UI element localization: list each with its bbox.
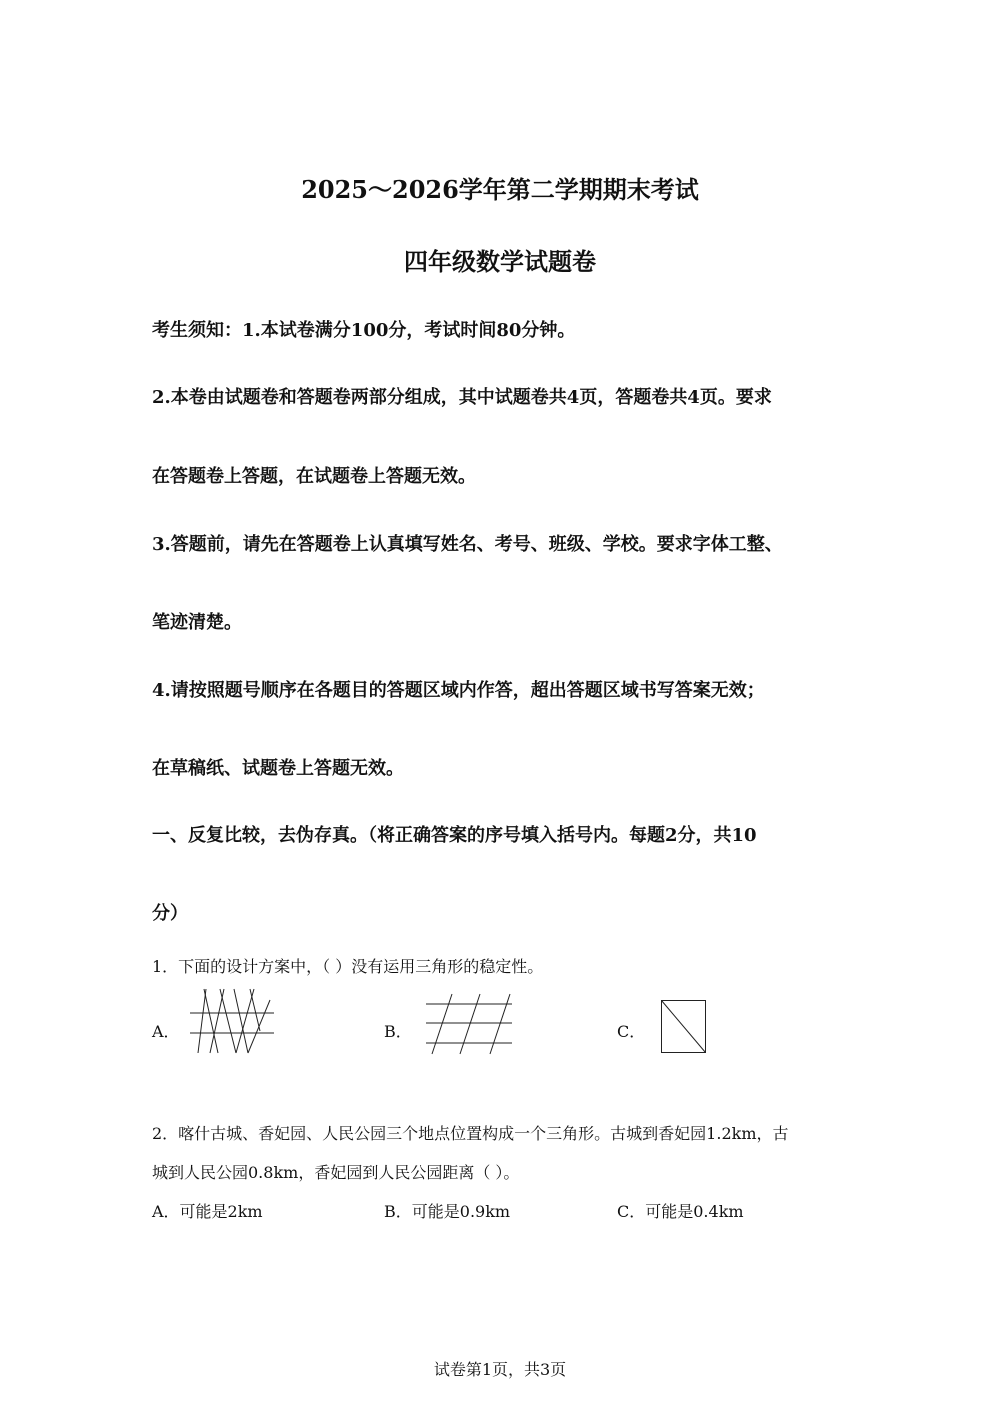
notice-line-3: 在答题卷上答题，在试题卷上答题无效。 — [152, 466, 476, 487]
notice-line-4: 3.答题前，请先在答题卷上认真填写姓名、考号、班级、学校。要求字体工整、 — [152, 534, 783, 555]
question-2-option-b: B．可能是0.9km — [384, 1202, 511, 1221]
page-footer: 试卷第1页，共3页 — [433, 1360, 567, 1379]
question-1-option-b-label: B． — [384, 1022, 412, 1041]
notice-line-2: 2.本卷由试题卷和答题卷两部分组成，其中试题卷共4页，答题卷共4页。要求 — [152, 387, 772, 408]
question-2-option-a: A．可能是2km — [152, 1202, 263, 1221]
exam-subtitle: 四年级数学试题卷 — [404, 247, 596, 276]
question-1-option-b-figure — [426, 992, 516, 1056]
notice-line-5: 笔迹清楚。 — [152, 612, 242, 633]
notice-line-6: 4.请按照题号顺序在各题目的答题区域内作答，超出答题区域书写答案无效； — [152, 680, 765, 701]
question-1-option-c-label: C． — [617, 1022, 646, 1041]
question-1-option-c-figure — [660, 999, 708, 1055]
question-2-text-cont: 城到人民公园0.8km，香妃园到人民公园距离（ ）。 — [152, 1163, 520, 1182]
question-1-option-a-label: A． — [152, 1022, 180, 1041]
exam-title: 2025～2026学年第二学期期末考试 — [301, 175, 699, 204]
question-2-text: 2．喀什古城、香妃园、人民公园三个地点位置构成一个三角形。古城到香妃园1.2km，古 — [152, 1124, 789, 1143]
section-1-heading-cont: 分） — [152, 903, 188, 924]
section-1-heading: 一、反复比较，去伪存真。（将正确答案的序号填入括号内。每题2分，共10 — [152, 825, 757, 846]
question-1-option-a-figure — [190, 986, 280, 1056]
question-1-text: 1．下面的设计方案中，（ ）没有运用三角形的稳定性。 — [152, 957, 544, 976]
notice-line-7: 在草稿纸、试题卷上答题无效。 — [152, 758, 404, 779]
notice-line-1: 考生须知：1.本试卷满分100分，考试时间80分钟。 — [152, 320, 576, 341]
question-2-option-c: C．可能是0.4km — [617, 1202, 744, 1221]
